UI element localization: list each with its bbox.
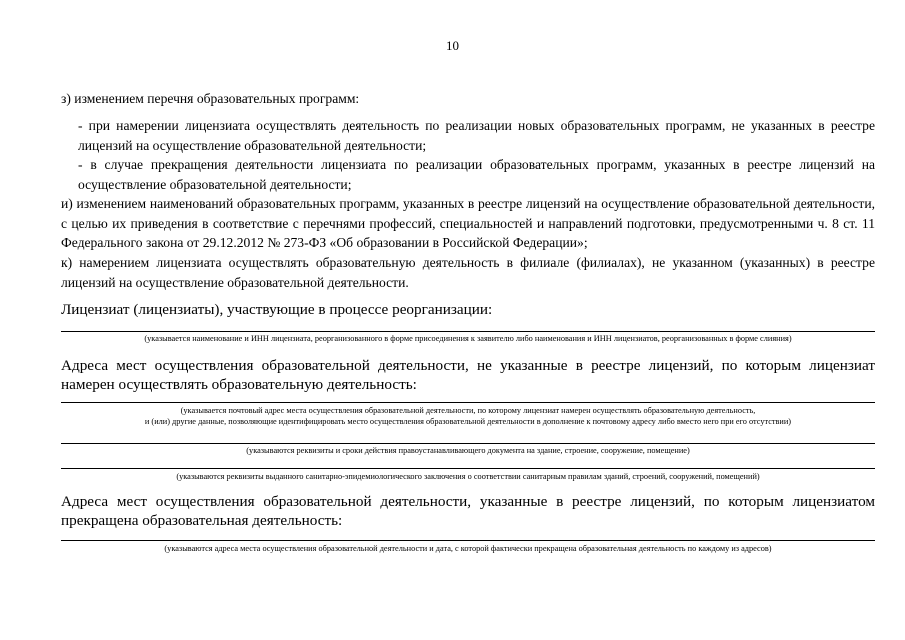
sanitary-conclusion-hint: (указываются реквизиты выданного санитарно-эпидемиологического заключения о соответствии санитарным правилам зданий, строений, сооружений, помещений) — [176, 472, 760, 481]
item-z-bullet-terminated-programs: - в случае прекращения деятельности лицензиата по реализации образовательных программ, указанных в реестре лицензий на осуществление образовательной деятельности; — [78, 157, 875, 192]
new-address-hint-line-2: и (или) другие данные, позволяющие идентифицировать место осуществления образовательной деятельности в дополнение к почтовому адресу либо вместо него при его отсутствии) — [144, 417, 792, 426]
reorganization-field-line[interactable] — [61, 331, 875, 332]
new-address-hint-line-1: (указывается почтовый адрес места осуществления образовательной деятельности, по которому лицензиат намерен осуществлять образовательную деятельность, — [180, 406, 756, 415]
item-z-bullet-new-programs: - при намерении лицензиата осуществлять деятельность по реализации новых образовательных программ, не указанных в реестре лицензий на осуществление образовательной деятельности; — [78, 118, 875, 153]
new-addresses-label: Адреса мест осуществления образовательной деятельности, не указанные в реестре лицензий, по которым лицензиат намерен осуществлять образовательную деятельность: — [61, 357, 875, 393]
title-document-hint: (указываются реквизиты и сроки действия правоустанавливающего документа на здание, строение, сооружение, помещение) — [246, 446, 690, 455]
closed-addresses-label: Адреса мест осуществления образовательной деятельности, указанные в реестре лицензий, по которым лицензиатом прекращена образовательная деятельность: — [61, 493, 875, 529]
item-i-program-renaming: и) изменением наименований образовательных программ, указанных в реестре лицензий на осуществление образовательной деятельности, с целью их приведения в соответствие с перечнями профессий, специальностей и направлений подготовки, предусмотренными ч. 8 ст. 11 Федерального закона от 29.12.2012 № 273-ФЗ «Об образовании в Российской Федерации»; — [61, 196, 875, 250]
closed-address-field-line[interactable] — [61, 540, 875, 541]
closed-address-hint: (указываются адреса места осуществления образовательной деятельности и дата, с которой фактически прекращена образовательная деятельность по каждому из адресов) — [164, 544, 772, 553]
item-z-heading: з) изменением перечня образовательных программ: — [61, 91, 360, 106]
item-k-new-branches: к) намерением лицензиата осуществлять образовательную деятельность в филиале (филиалах), не указанном (указанных) в реестре лицензий на осуществление образовательной деятельности. — [61, 255, 875, 290]
reorganization-hint: (указывается наименование и ИНН лицензиата, реорганизованного в форме присоединения к заявителю либо наименования и ИНН лицензиатов, реорганизованных в форме слияния) — [144, 334, 792, 343]
title-document-field-line[interactable] — [61, 443, 875, 444]
page-number: 10 — [446, 38, 459, 53]
new-address-field-line[interactable] — [61, 402, 875, 403]
sanitary-conclusion-field-line[interactable] — [61, 468, 875, 469]
reorganization-label: Лицензиат (лицензиаты), участвующие в процессе реорганизации: — [61, 301, 493, 318]
